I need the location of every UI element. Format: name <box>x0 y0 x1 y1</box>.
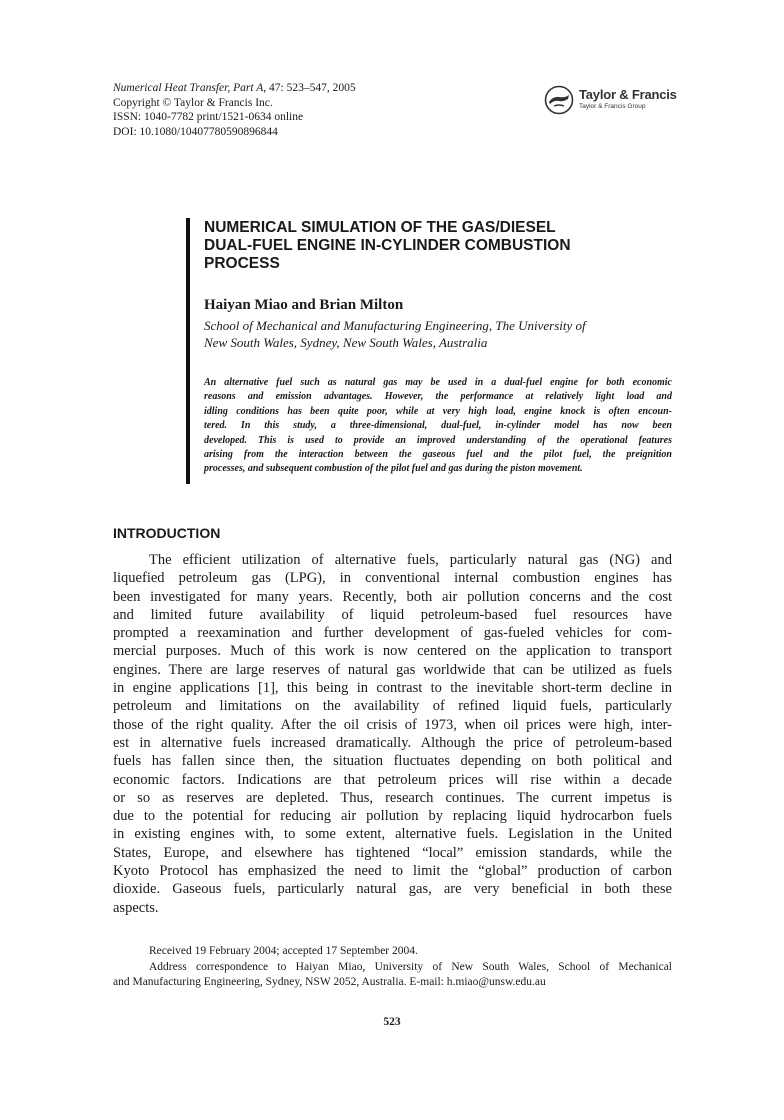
body-line: The efficient utilization of alternative fuels, particularly natural gas (NG) and <box>149 552 672 568</box>
body-line: economic factors. Indications are that petroleum prices will rise within a decade <box>113 771 672 788</box>
affiliation <box>204 318 586 351</box>
abstract-line: processes, and subsequent combustion of the pilot fuel and gas during the piston movement. <box>204 463 583 475</box>
section-heading-introduction: INTRODUCTION <box>113 525 221 541</box>
journal-name: Numerical Heat Transfer, Part A <box>113 82 264 94</box>
taylor-francis-logo-icon <box>543 84 575 116</box>
body-line: Kyoto Protocol has emphasized the need to limit the “global” production of carbon <box>113 863 672 880</box>
affiliation-line: School of Mechanical and Manufacturing Engineering, The University of <box>204 318 586 333</box>
publisher-name: Taylor & Francis <box>579 87 677 102</box>
introduction-body <box>113 551 672 917</box>
body-line: fuels has fallen since then, the situation fluctuates depending on both political and <box>113 753 672 770</box>
body-line: dioxide. Gaseous fuels, particularly natural gas, are very beneficial in both these <box>113 881 672 898</box>
article-title <box>204 219 674 273</box>
body-line: been investigated for many years. Recently, both air pollution concerns and the cost <box>113 588 672 605</box>
journal-citation <box>113 81 356 96</box>
body-line: in engine applications [1], this being in contrast to the inevitable short-term decline in <box>113 680 672 697</box>
doi-line: DOI: 10.1080/10407780590896844 <box>113 125 278 138</box>
correspondence-note: Address correspondence to Haiyan Miao, University of New South Wales, School of Mechanical <box>149 960 672 973</box>
body-line: mercial purposes. Much of this work is now centered on the application to transport <box>113 643 672 660</box>
publisher-group: Taylor & Francis Group <box>579 103 646 110</box>
journal-volume-pages: , 47: 523–547, 2005 <box>263 82 356 94</box>
publisher-logo <box>543 84 683 118</box>
abstract-line: idling conditions has been quite poor, while at very high load, engine knock is often encoun- <box>204 405 672 417</box>
title-line: DUAL-FUEL ENGINE IN-CYLINDER COMBUSTION <box>204 237 571 254</box>
body-line: prompted a reexamination and further development of gas-fueled vehicles for com- <box>113 625 672 642</box>
affiliation-line: New South Wales, Sydney, New South Wales, Australia <box>204 334 488 350</box>
footnotes <box>113 944 672 991</box>
abstract-line: developed. This is used to provide an improved understanding of the operational features <box>204 434 672 446</box>
body-line: est in alternative fuels increased dramatically. Although the price of petroleum-based <box>113 734 672 751</box>
body-line: due to the potential for reducing air pollution by replacing liquid hydrocarbon fuels <box>113 808 672 825</box>
abstract-line: reasons and emission advantages. However, the performance at relatively light load and <box>204 391 672 403</box>
body-line: petroleum and limitations on the availability of refined liquid fuels, particularly <box>113 698 672 715</box>
correspondence-note-continued: and Manufacturing Engineering, Sydney, NSW 2052, Australia. E-mail: h.miao@unsw.edu.au <box>113 976 546 988</box>
body-line: States, Europe, and elsewhere has tightened “local” emission standards, while the <box>113 844 672 861</box>
abstract-line: arising from the interaction between the gaseous fuel and the pilot fuel, the preignition <box>204 449 672 461</box>
body-line: those of the right quality. After the oil crisis of 1973, when oil prices were high, inter- <box>113 716 672 733</box>
journal-info <box>113 81 356 139</box>
issn-line: ISSN: 1040-7782 print/1521-0634 online <box>113 111 304 123</box>
body-line: engines. There are large reserves of natural gas worldwide that can be utilized as fuels <box>113 661 672 678</box>
title-line: PROCESS <box>204 255 280 272</box>
copyright-line: Copyright © Taylor & Francis Inc. <box>113 96 273 109</box>
abstract-line: tered. In this study, a three-dimensional, dual-fuel, in-cylinder model has now been <box>204 420 672 432</box>
body-line: in existing engines with, to some extent, alternative fuels. Legislation in the United <box>113 826 672 843</box>
body-line: aspects. <box>113 899 159 916</box>
abstract-line: An alternative fuel such as natural gas may be used in a dual-fuel engine for both economic <box>204 377 672 388</box>
body-line: liquefied petroleum gas (LPG), in conventional internal combustion engines has <box>113 570 672 587</box>
received-note: Received 19 February 2004; accepted 17 September 2004. <box>149 945 418 957</box>
body-line: and limited future availability of liquid petroleum-based fuel resources have <box>113 606 672 623</box>
page-number: 523 <box>383 1016 401 1028</box>
title-line: NUMERICAL SIMULATION OF THE GAS/DIESEL <box>204 219 556 236</box>
title-rule <box>186 218 190 484</box>
authors: Haiyan Miao and Brian Milton <box>204 297 404 313</box>
abstract <box>204 376 672 477</box>
body-line: or so as reserves are depleted. Thus, research continues. The current impetus is <box>113 789 672 806</box>
